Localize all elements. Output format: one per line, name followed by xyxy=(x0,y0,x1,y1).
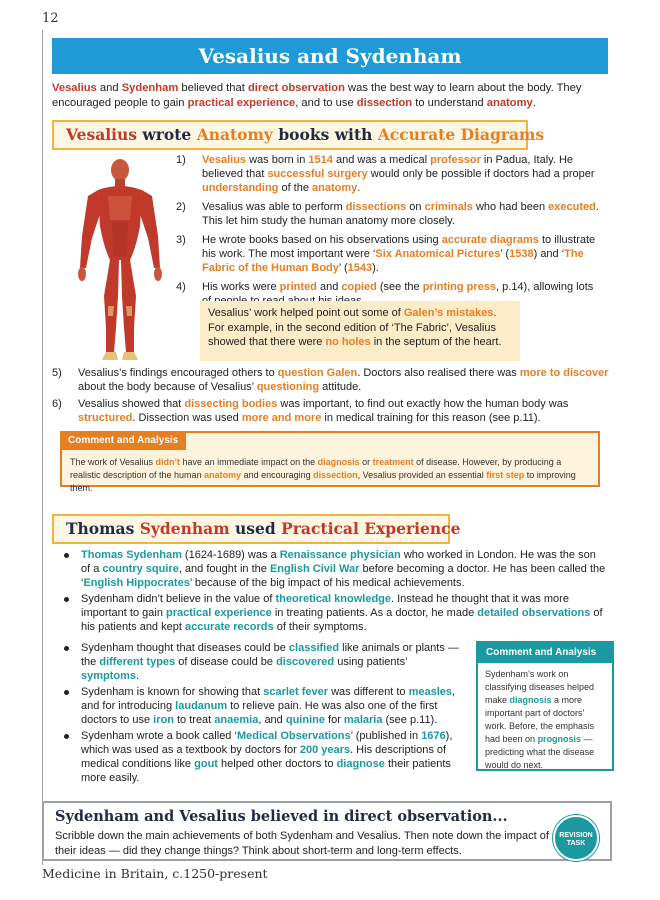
page-number: 12 xyxy=(42,11,59,26)
list-item: Sydenham thought that diseases could be classified like animals or plants — the different types of disease could be discovered using patients’ symptoms. xyxy=(58,641,468,683)
revision-task-box xyxy=(42,801,612,861)
anatomy-figure-illustration xyxy=(68,156,172,364)
vesalius-findings-list xyxy=(52,366,612,428)
list-item: Sydenham wrote a book called ‘Medical Observations’ (published in 1676), which was used as a textbook by doctors for 200 years. His descriptions of medical conditions like gout helped other doctors to diagnose their patients more easily. xyxy=(58,729,468,785)
bullet-dot xyxy=(64,646,69,651)
galen-mistakes-callout: Vesalius’ work helped point out some of Galen’s mistakes. For example, in the second edition of ‘The Fabric’, Vesalius showed that there were no holes in the septum of the heart. xyxy=(200,301,520,361)
list-item: 1) Vesalius was born in 1514 and was a medical professor in Padua, Italy. He believed that successful surgery would only be possible if doctors had a proper understanding of the anatomy. xyxy=(176,154,595,194)
list-item: 2) Vesalius was able to perform dissections on criminals who had been executed. This let him study the human anatomy more closely. xyxy=(176,201,599,227)
bullet-dot xyxy=(64,553,69,558)
comment-analysis-text: Sydenham’s work on classifying diseases helped make diagnosis a more important part of doctors’ work. Before, the emphasis had been on prognosis — predicting what the disease would do next. xyxy=(485,669,595,770)
section-heading-sydenham: Thomas Sydenham used Practical Experience xyxy=(52,514,450,544)
list-item: 4) His works were printed and copied (see the printing press, p.14), allowing lots xyxy=(176,281,594,293)
sydenham-bullet-list-top xyxy=(58,548,608,636)
bullet-dot xyxy=(64,734,69,739)
section-heading-vesalius: Vesalius wrote Anatomy books with Accurate Diagrams xyxy=(52,120,528,150)
bullet-dot xyxy=(64,690,69,695)
margin-rule xyxy=(42,30,43,865)
list-item: 6) Vesalius showed that dissecting bodies was important, to find out exactly how the human body was structured. Dissection was used more and more in medical training for this reason (see p.11). xyxy=(52,398,569,424)
intro-paragraph: Vesalius and Sydenham believed that direct observation was the best way to learn about the body. They encouraged people to gain practical experience, and to use dissection to understand anatomy. xyxy=(52,82,582,109)
list-item: 5) Vesalius’s findings encouraged others to question Galen. Doctors also realised there was more to discover about the body because of Vesalius’ questioning attitude. xyxy=(52,367,609,393)
comment-analysis-label: Comment and Analysis xyxy=(478,643,612,663)
vesalius-numbered-list xyxy=(176,153,600,313)
revision-task-title: Sydenham and Vesalius believed in direct observation... xyxy=(55,808,508,825)
comment-analysis-text: The work of Vesalius didn’t have an immediate impact on the diagnosis or treatment of disease. However, by producing a realistic description of the human anatomy and encouraging dissection, Vesalius provided an essential first step to improving them. xyxy=(70,457,576,493)
list-item: Sydenham didn’t believe in the value of theoretical knowledge. Instead he thought that it was more important to gain practical experience in treating patients. As a doctor, he made detailed observations of his patients and kept accurate records of their symptoms. xyxy=(58,592,608,634)
list-item: 3) He wrote books based on his observations using accurate diagrams to illustrate his work. The most important were ‘Six Anatomical Pictures’ (1538) and ‘The Fabric of the Human Body’ (1543). xyxy=(176,234,596,274)
sydenham-bullet-list-bottom xyxy=(58,641,468,787)
bullet-dot xyxy=(64,597,69,602)
comment-analysis-label: Comment and Analysis xyxy=(60,431,186,450)
revision-task-text: Scribble down the main achievements of both Sydenham and Vesalius. Then note down the impact of their ideas — did they change things? Think about short-term and long-term effects. xyxy=(55,830,549,857)
page-title: Vesalius and Sydenham xyxy=(52,38,608,74)
revision-task-badge: REVISION TASK xyxy=(553,815,599,861)
page-footer: Medicine in Britain, c.1250-present xyxy=(42,866,268,881)
list-item: Thomas Sydenham (1624-1689) was a Renaissance physician who worked in London. He was the son of a country squire, and fought in the English Civil War before becoming a doctor. He has been called the ‘English Hippocrates’ because of the big impact of his medical achievements. xyxy=(58,548,608,590)
comment-analysis-box-vesalius xyxy=(60,431,600,493)
list-item: Sydenham is known for showing that scarlet fever was different to measles, and for introducing laudanum to relieve pain. He was also one of the first doctors to use iron to treat anaemia, and quinine for malaria (see p.11). xyxy=(58,685,468,727)
comment-analysis-box-sydenham xyxy=(476,641,614,771)
